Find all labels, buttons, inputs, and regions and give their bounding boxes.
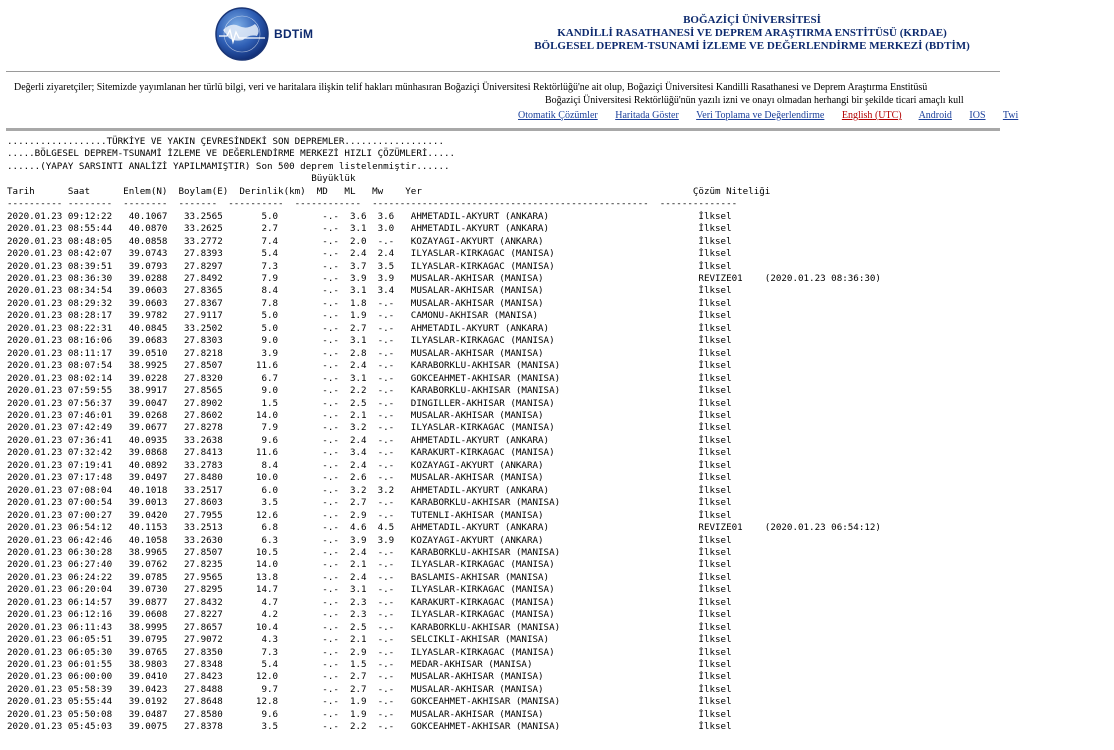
table-row: 2020.01.23 06:01:55 38.9803 27.8348 5.4 -.- 1.5 -.- MEDAR-AKHISAR (MANISA) İlksel	[7, 659, 732, 671]
table-row: 2020.01.23 06:05:51 39.0795 27.9072 4.3 -.- 2.1 -.- SELCIKLI-AKHISAR (MANISA) İlksel	[7, 634, 732, 646]
table-row: 2020.01.23 07:59:55 38.9917 27.8565 9.0 -.- 2.2 -.- KARABORKLU-AKHISAR (MANISA) İlksel	[7, 385, 732, 397]
english-utc-link[interactable]	[842, 110, 902, 121]
table-row: 2020.01.23 06:20:04 39.0730 27.8295 14.7 -.- 3.1 -.- ILYASLAR-KIRKAGAC (MANISA) İlksel	[7, 584, 732, 596]
table-row: 2020.01.23 08:16:06 39.0683 27.8303 9.0 -.- 3.1 -.- ILYASLAR-KIRKAGAC (MANISA) İlksel	[7, 335, 732, 347]
show-on-map-link[interactable]: Haritada Göster	[615, 110, 679, 121]
table-row: 2020.01.23 07:00:54 39.0013 27.8603 3.5 -.- 2.7 -.- KARABORKLU-AKHISAR (MANISA) İlksel	[7, 497, 732, 509]
earthquake-list	[7, 136, 881, 734]
globe-icon	[213, 6, 271, 62]
table-row: 2020.01.23 06:27:40 39.0762 27.8235 14.0 -.- 2.1 -.- ILYASLAR-KIRKAGAC (MANISA) İlksel	[7, 559, 732, 571]
table-row: 2020.01.23 08:39:51 39.0793 27.8297 7.3 -.- 3.7 3.5 ILYASLAR-KIRKAGAC (MANISA) İlksel	[7, 260, 732, 272]
table-row: 2020.01.23 07:56:37 39.0047 27.8902 1.5 -.- 2.5 -.- DINGILLER-AKHISAR (MANISA) İlksel	[7, 397, 732, 409]
auto-solutions-link[interactable]: Otomatik Çözümler	[518, 110, 598, 121]
table-row: 2020.01.23 08:36:30 39.0288 27.8492 7.9 -.- 3.9 3.9 MUSALAR-AKHISAR (MANISA) REVIZE01 (2020.01.23 08:36:30)	[7, 272, 881, 284]
institution-title	[522, 14, 982, 53]
table-row: 2020.01.23 06:11:43 38.9995 27.8657 10.4 -.- 2.5 -.- KARABORKLU-AKHISAR (MANISA) İlksel	[7, 621, 732, 633]
table-row: 2020.01.23 08:28:17 39.9782 27.9117 5.0 -.- 1.9 -.- CAMONU-AKHISAR (MANISA) İlksel	[7, 310, 732, 322]
table-row: 2020.01.23 08:11:17 39.0510 27.8218 3.9 -.- 2.8 -.- MUSALAR-AKHISAR (MANISA) İlksel	[7, 347, 732, 359]
list-title-line: ..................TÜRKİYE VE YAKIN ÇEVRESİNDEKİ SON DEPREMLER..................	[7, 136, 444, 147]
table-row: 2020.01.23 07:08:04 40.1018 33.2517 6.0 -.- 3.2 3.2 AHMETADIL-AKYURT (ANKARA) İlksel	[7, 484, 732, 496]
list-title-line: ......(YAPAY SARSINTI ANALİZİ YAPILMAMIŞTIR) Son 500 deprem listelenmiştir......	[7, 160, 450, 172]
institution-line-krdae: KANDİLLİ RASATHANESİ VE DEPREM ARAŞTIRMA ENSTİTÜSÜ (KRDAE)	[557, 27, 947, 39]
table-row: 2020.01.23 05:45:03 39.0075 27.8378 3.5 -.- 2.2 -.- GOKCEAHMET-AKHISAR (MANISA) İlksel	[7, 721, 732, 733]
table-row: 2020.01.23 07:17:48 39.0497 27.8480 10.0 -.- 2.6 -.- MUSALAR-AKHISAR (MANISA) İlksel	[7, 472, 732, 484]
list-title-line: .....BÖLGESEL DEPREM-TSUNAMİ İZLEME VE DEĞERLENDİRME MERKEZİ HIZLI ÇÖZÜMLERİ.....	[7, 148, 456, 160]
table-row: 2020.01.23 05:55:44 39.0192 27.8648 12.8 -.- 1.9 -.- GOKCEAHMET-AKHISAR (MANISA) İlksel	[7, 696, 732, 708]
table-row: 2020.01.23 08:22:31 40.0845 33.2502 5.0 -.- 2.7 -.- AHMETADIL-AKYURT (ANKARA) İlksel	[7, 322, 732, 334]
bdtim-logo	[213, 6, 271, 62]
table-row: 2020.01.23 06:12:16 39.0608 27.8227 4.2 -.- 2.3 -.- ILYASLAR-KIRKAGAC (MANISA) İlksel	[7, 609, 732, 621]
institution-line-bdtim: BÖLGESEL DEPREM-TSUNAMİ İZLEME VE DEĞERLENDİRME MERKEZİ (BDTİM)	[534, 40, 970, 52]
notice-line-2: Boğaziçi Üniversitesi Rektörlüğü'nün yazılı izni ve onayı olmadan herhangi bir şekilde ticari amaçlı kull	[545, 95, 964, 106]
data-collection-link[interactable]: Veri Toplama ve Değerlendirme	[696, 110, 825, 121]
table-row: 2020.01.23 08:07:54 38.9925 27.8507 11.6 -.- 2.4 -.- KARABORKLU-AKHISAR (MANISA) İlksel	[7, 360, 732, 372]
institution-line-university: BOĞAZİÇİ ÜNİVERSİTESİ	[683, 14, 821, 26]
table-row: 2020.01.23 08:34:54 39.0603 27.8365 8.4 -.- 3.1 3.4 MUSALAR-AKHISAR (MANISA) İlksel	[7, 285, 732, 297]
android-link[interactable]: Android	[918, 110, 952, 121]
logo-text: BDTiM	[274, 27, 314, 41]
table-row: 2020.01.23 07:19:41 40.0892 33.2783 8.4 -.- 2.4 -.- KOZAYAGI-AKYURT (ANKARA) İlksel	[7, 459, 732, 471]
table-row: 2020.01.23 07:36:41 40.0935 33.2638 9.6 -.- 2.4 -.- AHMETADIL-AKYURT (ANKARA) İlksel	[7, 434, 732, 446]
top-divider	[6, 71, 1000, 72]
list-divider	[6, 128, 1000, 131]
table-row: 2020.01.23 09:12:22 40.1067 33.2565 5.0 -.- 3.6 3.6 AHMETADIL-AKYURT (ANKARA) İlksel	[7, 210, 732, 222]
table-row: 2020.01.23 07:42:49 39.0677 27.8278 7.9 -.- 3.2 -.- ILYASLAR-KIRKAGAC (MANISA) İlksel	[7, 422, 732, 434]
table-row: 2020.01.23 08:42:07 39.0743 27.8393 5.4 -.- 2.4 2.4 ILYASLAR-KIRKAGAC (MANISA) İlksel	[7, 248, 732, 260]
table-row: 2020.01.23 06:00:00 39.0410 27.8423 12.0 -.- 2.7 -.- MUSALAR-AKHISAR (MANISA) İlksel	[7, 671, 732, 683]
ios-link[interactable]: IOS	[969, 110, 986, 121]
utc-label: (UTC)	[874, 110, 902, 121]
table-row: 2020.01.23 07:32:42 39.0868 27.8413 11.6 -.- 3.4 -.- KARAKURT-KIRKAGAC (MANISA) İlksel	[7, 447, 732, 459]
copyright-notice	[14, 81, 1114, 107]
table-row: 2020.01.23 05:58:39 39.0423 27.8488 9.7 -.- 2.7 -.- MUSALAR-AKHISAR (MANISA) İlksel	[7, 683, 732, 695]
table-row: 2020.01.23 08:29:32 39.0603 27.8367 7.8 -.- 1.8 -.- MUSALAR-AKHISAR (MANISA) İlksel	[7, 297, 732, 309]
magnitude-header: Büyüklük	[7, 173, 356, 185]
english-label: English	[841, 110, 873, 121]
table-row: 2020.01.23 08:48:05 40.0858 33.2772 7.4 -.- 2.0 -.- KOZAYAGI-AKYURT (ANKARA) İlksel	[7, 235, 732, 247]
table-row: 2020.01.23 08:55:44 40.0870 33.2625 2.7 -.- 3.1 3.0 AHMETADIL-AKYURT (ANKARA) İlksel	[7, 223, 732, 235]
table-row: 2020.01.23 05:50:08 39.0487 27.8580 9.6 -.- 1.9 -.- MUSALAR-AKHISAR (MANISA) İlksel	[7, 708, 732, 720]
table-row: 2020.01.23 06:54:12 40.1153 33.2513 6.8 -.- 4.6 4.5 AHMETADIL-AKYURT (ANKARA) REVIZE01 (2020.01.23 06:54:12)	[7, 522, 881, 534]
column-header-row: Tarih Saat Enlem(N) Boylam(E) Derinlik(km) MD ML Mw Yer Çözüm Niteliği	[7, 185, 771, 197]
nav-links	[518, 110, 1033, 121]
table-row: 2020.01.23 07:46:01 39.0268 27.8602 14.0 -.- 2.1 -.- MUSALAR-AKHISAR (MANISA) İlksel	[7, 409, 732, 421]
table-row: 2020.01.23 06:42:46 40.1058 33.2630 6.3 -.- 3.9 3.9 KOZAYAGI-AKYURT (ANKARA) İlksel	[7, 534, 732, 546]
table-row: 2020.01.23 06:14:57 39.0877 27.8432 4.7 -.- 2.3 -.- KARAKURT-KIRKAGAC (MANISA) İlksel	[7, 596, 732, 608]
notice-line-1: Değerli ziyaretçiler; Sitemizde yayımlanan her türlü bilgi, veri ve haritalara ilişkin telif hakları münhasıran Boğaziçi Üniversitesi Rektörlüğü'ne ait olup, Boğaziçi Üniversitesi Kandilli Rasathanesi ve Deprem Araştırma Enstitüsü	[14, 82, 928, 93]
table-row: 2020.01.23 07:00:27 39.0420 27.7955 12.6 -.- 2.9 -.- TUTENLI-AKHISAR (MANISA) İlksel	[7, 509, 732, 521]
table-row: 2020.01.23 08:02:14 39.0228 27.8320 6.7 -.- 3.1 -.- GOKCEAHMET-AKHISAR (MANISA) İlksel	[7, 372, 732, 384]
column-separator: ---------- -------- -------- ------- ---------- ------------ -------------------------------------------------- --------------	[7, 198, 738, 210]
table-row: 2020.01.23 06:05:30 39.0765 27.8350 7.3 -.- 2.9 -.- ILYASLAR-KIRKAGAC (MANISA) İlksel	[7, 646, 732, 658]
table-row: 2020.01.23 06:30:28 38.9965 27.8507 10.5 -.- 2.4 -.- KARABORKLU-AKHISAR (MANISA) İlksel	[7, 546, 732, 558]
table-row: 2020.01.23 06:24:22 39.0785 27.9565 13.8 -.- 2.4 -.- BASLAMIS-AKHISAR (MANISA) İlksel	[7, 571, 732, 583]
twitter-link[interactable]: Twi	[1002, 110, 1019, 121]
